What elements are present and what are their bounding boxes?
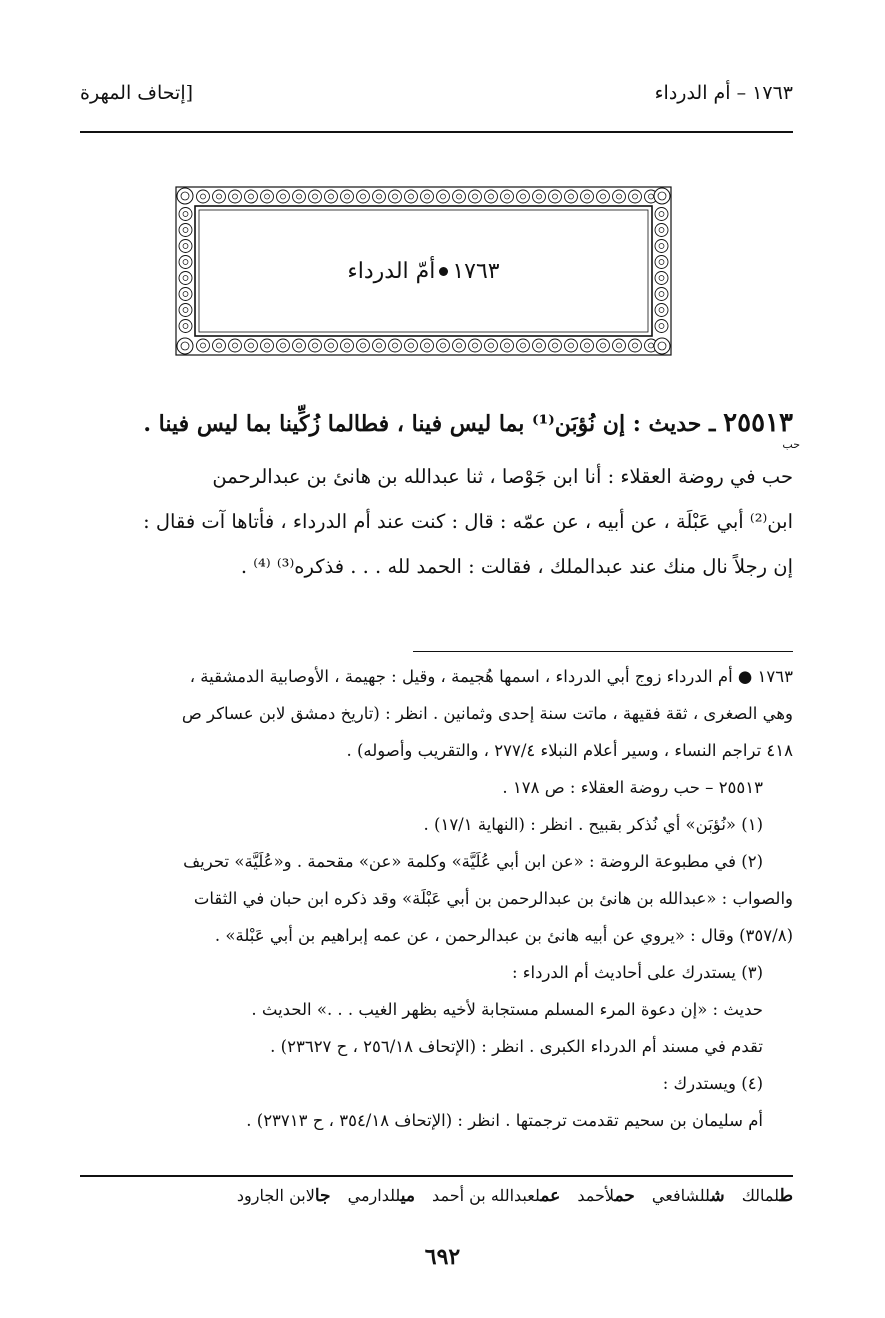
abbrev-code: جا	[314, 1186, 331, 1206]
hadith-line: إن رجلاً نال منك عند عبدالملك ، فقالت : الحمد لله . . . فذكره⁽³⁾ ⁽⁴⁾ .	[240, 555, 793, 578]
frame-number: ١٧٦٣	[452, 258, 500, 284]
page-number: ٦٩٢	[424, 1244, 461, 1270]
abbrev-label: للشافعي	[651, 1186, 711, 1205]
frame-title	[175, 186, 672, 356]
footnote-line: حديث : «إن دعوة المرء المسلم مستجابة لأخيه بظهر الغيب . . .» الحديث .	[251, 1000, 763, 1019]
margin-code: حب	[782, 438, 800, 451]
abbrev-label: لابن الجارود	[236, 1186, 315, 1205]
footnote-line: (٤) ويستدرك :	[662, 1074, 763, 1093]
abbrev-label: للدارمي	[347, 1186, 401, 1205]
bullet-dot-icon	[439, 267, 448, 276]
footnote-line: تقدم في مسند أم الدرداء الكبرى . انظر : (الإتحاف ٢٥٦/١٨ ، ح ٢٣٦٢٧) .	[270, 1037, 763, 1056]
abbrev-label: لأحمد	[577, 1186, 615, 1205]
book-title: [إتحاف المهرة	[80, 82, 194, 104]
header-rule	[80, 131, 793, 133]
abbrev-code: حم	[614, 1186, 635, 1206]
footnote-line: ٤١٨ تراجم النساء ، وسير أعلام النبلاء ٢٧٧/٤ ، والتقريب وأصوله) .	[346, 741, 793, 760]
footnotes	[83, 658, 793, 1139]
footnote-line: وهي الصغرى ، ثقة فقيهة ، ماتت سنة إحدى وثمانين . انظر : (تاريخ دمشق لابن عساكر ص	[181, 704, 793, 723]
footnote-line: أم سليمان بن سحيم تقدمت ترجمتها . انظر : (الإتحاف ٣٥٤/١٨ ، ح ٢٣٧١٣) .	[246, 1111, 763, 1130]
hadith-line: حب في روضة العقلاء : أنا ابن جَوْصا ، ثنا عبدالله بن هانئ بن عبدالرحمن	[212, 465, 793, 488]
footnote-line: (١) «نُؤبَن» أي نُذكر بقبيح . انظر : (النهاية ١٧/١) .	[423, 815, 763, 834]
footnote-line: (٣٥٧/٨) وقال : «يروي عن أبيه هانئ بن عبدالرحمن ، عن عمه إبراهيم بن أبي عَبْلة» .	[214, 926, 793, 945]
footnote-line: (٣) يستدرك على أحاديث أم الدرداء :	[511, 963, 763, 982]
abbrev-code: عم	[540, 1186, 561, 1206]
section-title: ١٧٦٣ – أم الدرداء	[654, 82, 793, 104]
footnote-line: (٢) في مطبوعة الروضة : «عن ابن أبي عُلَيَّة» وكلمة «عن» مقحمة . و«عُلَيَّة» تحريف	[183, 852, 763, 871]
hadith-body	[93, 454, 793, 589]
running-header	[80, 82, 793, 114]
hadith-number: ٢٥٥١٣	[723, 408, 793, 438]
hadith-title: ـ حديث : إن نُؤبَن⁽¹⁾ بما ليس فينا ، فطالما زُكِّينا بما ليس فينا .	[143, 411, 716, 437]
hadith-heading	[93, 408, 793, 438]
frame-name: أمّ الدرداء	[347, 258, 436, 284]
hadith-line: ابن⁽²⁾ أبي عَبْلَة ، عن أبيه ، عن عمّه : قال : كنت عند أم الدرداء ، فأتاها آت فقال :	[143, 510, 793, 533]
footnote-rule	[413, 651, 793, 652]
abbrev-code: مي	[400, 1186, 415, 1206]
abbrev-label: لمالك	[741, 1186, 780, 1205]
abbrev-code: ط	[779, 1186, 793, 1206]
footnote-line: والصواب : «عبدالله بن هانئ بن عبدالرحمن بن أبي عَبْلَة» وقد ذكره ابن حبان في الثقات	[193, 889, 793, 908]
footnote-line: ١٧٦٣ ● أم الدرداء زوج أبي الدرداء ، اسمها هُجيمة ، وقيل : جهيمة ، الأوصابية الدمشقية ،	[189, 667, 793, 686]
abbrev-label: لعبدالله بن أحمد	[432, 1186, 541, 1205]
abbreviations-bar	[83, 1186, 793, 1206]
abbrev-code: ش	[710, 1186, 725, 1206]
ornamental-frame	[175, 186, 672, 356]
footnote-line: ٢٥٥١٣ – حب روضة العقلاء : ص ١٧٨ .	[502, 778, 763, 797]
abbreviations-rule	[80, 1175, 793, 1177]
